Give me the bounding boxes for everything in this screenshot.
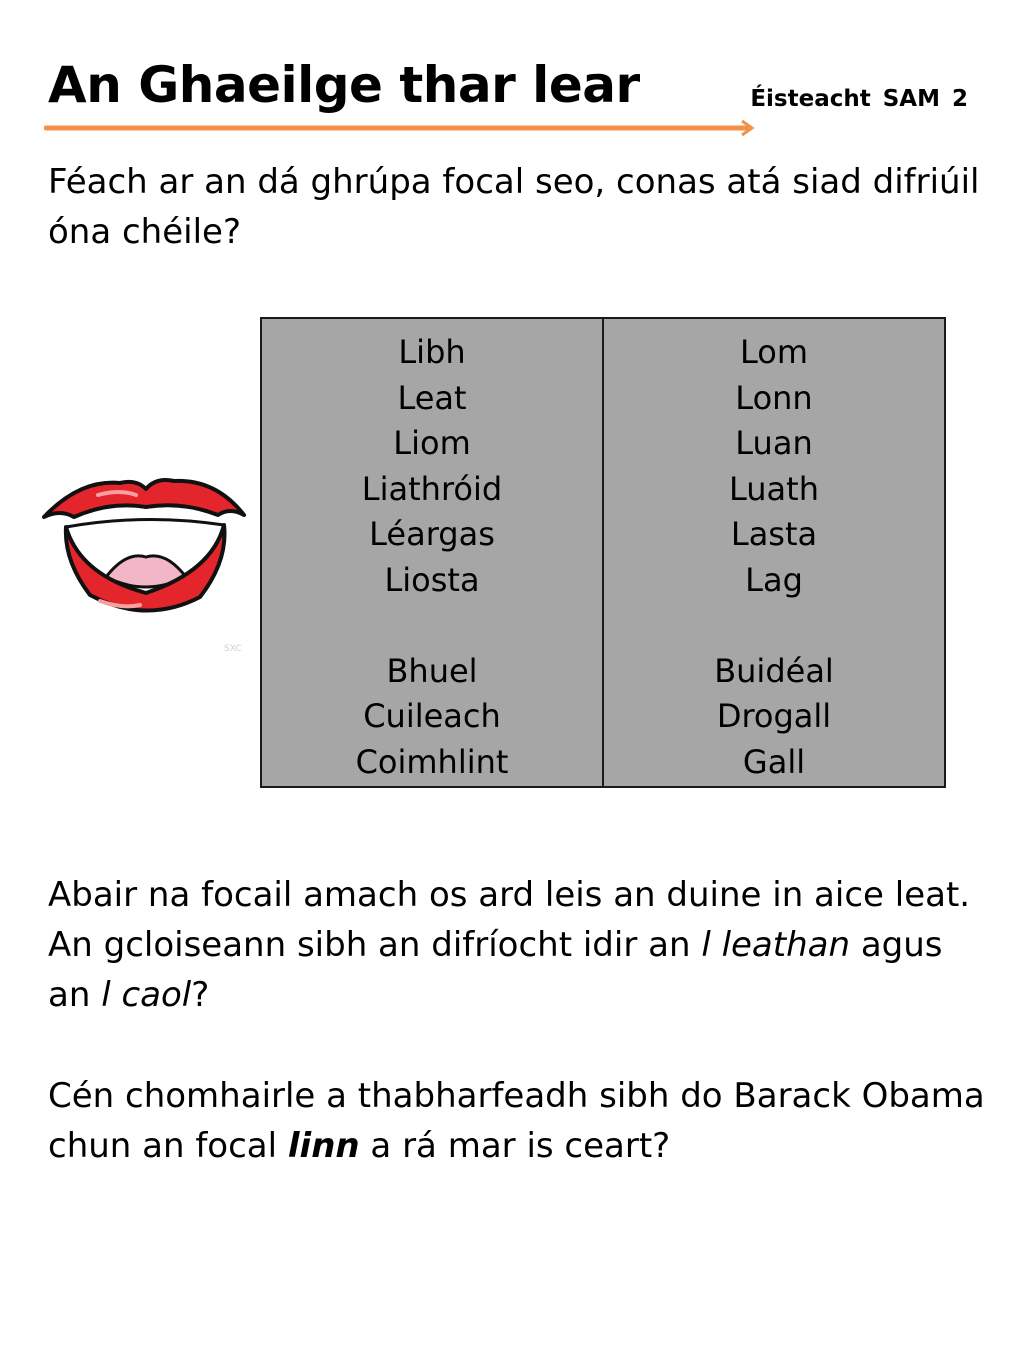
title-underline-arrow <box>44 118 760 140</box>
table-cell: Gall <box>742 742 806 781</box>
table-cell: Bhuel <box>386 651 478 690</box>
table-cell: Lonn <box>735 378 813 417</box>
table-cell: Lom <box>739 333 808 371</box>
term-linn: linn <box>287 1126 360 1166</box>
word-comparison-table <box>260 317 946 788</box>
image-watermark: SXC <box>224 644 242 654</box>
page-subtitle: Éisteacht SAM 2 <box>750 86 968 112</box>
table-column-leathan <box>604 319 944 786</box>
table-cell: Liathróid <box>361 469 503 508</box>
question-paragraph: Cén chomhairle a thabharfeadh sibh do Barack Obama chun an focal linn a rá mar is ceart? <box>48 1076 985 1166</box>
table-cell: Leat <box>397 378 467 417</box>
table-cell: Drogall <box>716 697 832 735</box>
table-cell: Luath <box>729 469 819 508</box>
table-spacer <box>604 603 944 649</box>
term-l-leathan: l leathan <box>701 925 851 965</box>
table-cell: Liom <box>393 424 471 462</box>
term-l-caol: l caol <box>101 975 192 1015</box>
intro-paragraph: Féach ar an dá ghrúpa focal seo, conas atá siad difriúil óna chéile? <box>48 162 980 252</box>
table-spacer <box>262 603 602 649</box>
table-cell: Libh <box>398 333 466 371</box>
table-cell: Lasta <box>730 515 818 553</box>
table-cell: Liosta <box>384 560 480 599</box>
page-title: An Ghaeilge thar lear <box>48 56 640 114</box>
table-column-caol <box>262 319 604 786</box>
mouth-lips-icon <box>40 465 250 625</box>
table-cell: Lag <box>745 560 803 599</box>
table-cell: Luan <box>735 424 813 462</box>
table-cell: Léargas <box>369 515 495 553</box>
instruction-paragraph: Abair na focail amach os ard leis an duine in aice leat. An gcloiseann sibh an difríocht idir an l leathan agus an l caol? <box>48 875 971 1015</box>
table-cell: Coimhlint <box>355 742 509 781</box>
table-cell: Cuileach <box>363 697 501 735</box>
table-cell: Buidéal <box>714 651 834 690</box>
